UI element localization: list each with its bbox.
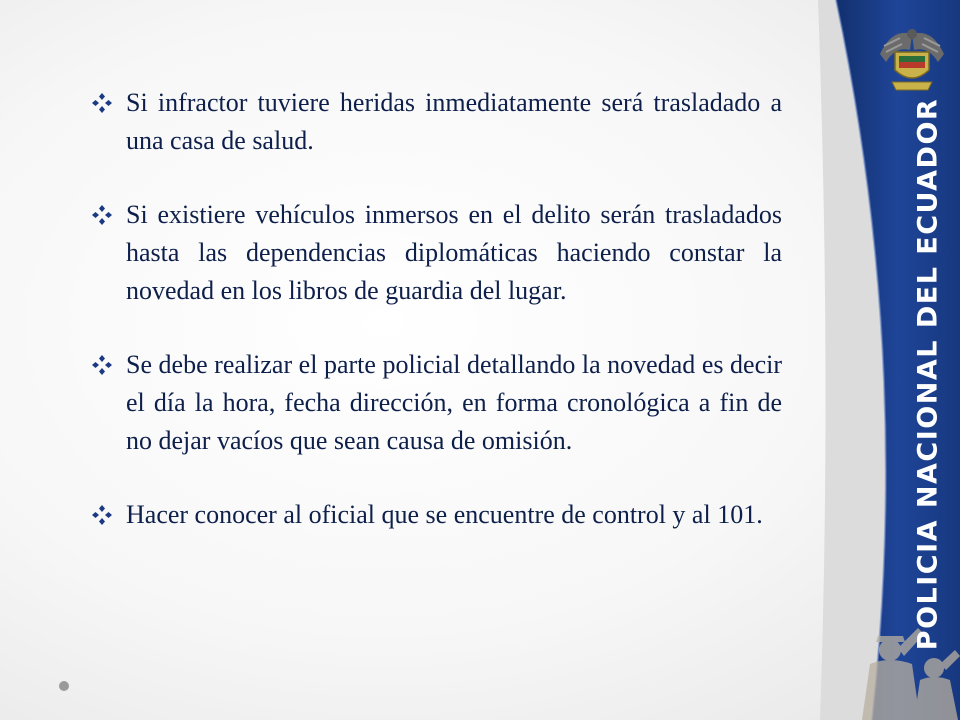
four-diamond-icon (92, 496, 126, 530)
bullet-item (92, 496, 782, 534)
bullet-item (92, 196, 782, 310)
bullet-text: Si infractor tuviere heridas inmediatamente será trasladado a una casa de salud. (126, 88, 782, 155)
four-diamond-icon (92, 196, 126, 230)
four-diamond-icon (92, 84, 126, 118)
bullet-text: Se debe realizar el parte policial detallando la novedad es decir el día la hora, fecha dirección, en forma cronológica a fin de no dejar vacíos que sean causa de omisión. (126, 350, 782, 455)
sidebar-vertical-title: POLICIA NACIONAL DEL ECUADOR (912, 97, 944, 651)
four-diamond-icon (92, 346, 126, 380)
bullet-text: Si existiere vehículos inmersos en el delito serán trasladados hasta las dependencias diplomáticas haciendo constar la novedad en los libros de guardia del lugar. (126, 200, 782, 305)
bullet-item (92, 84, 782, 160)
bullet-item (92, 346, 782, 460)
dot-icon (59, 681, 69, 691)
bullet-text: Hacer conocer al oficial que se encuentre de control y al 101. (126, 500, 763, 529)
bullet-list (92, 84, 782, 570)
